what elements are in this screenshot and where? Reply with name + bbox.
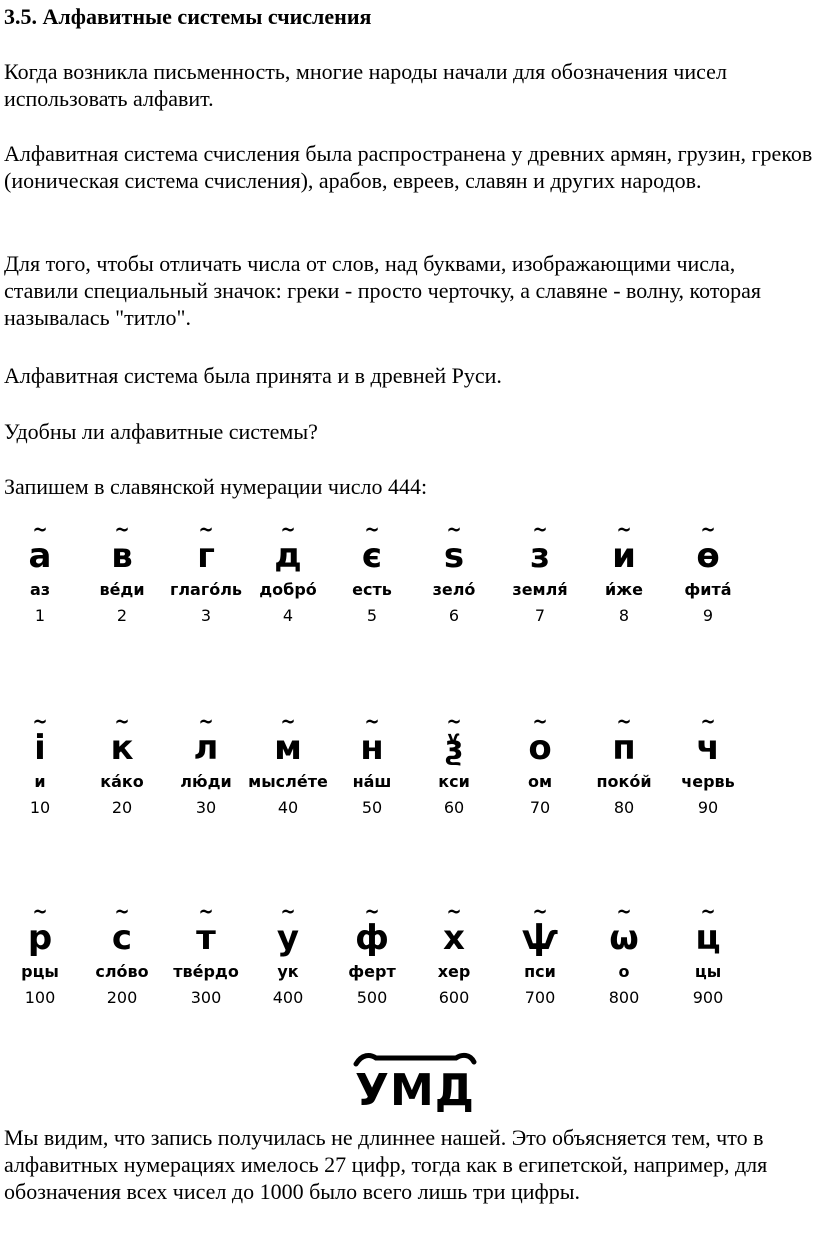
numeral-letter-name: и xyxy=(34,772,46,791)
titlo-mark: ~ xyxy=(280,899,296,923)
numeral-letter-name: зело́ xyxy=(432,580,476,599)
slavic-numerals-table xyxy=(0,517,816,1042)
numeral-letter: х xyxy=(443,918,465,958)
numeral-cell xyxy=(500,517,580,628)
numeral-letter-name: и́же xyxy=(605,580,643,599)
numeral-value: 40 xyxy=(277,798,299,817)
titlo-mark: ~ xyxy=(446,517,462,541)
numeral-letter: ѳ xyxy=(696,536,720,576)
titlo-mark: ~ xyxy=(700,517,716,541)
numeral-cell xyxy=(0,517,80,628)
numeral-cell xyxy=(668,517,748,628)
numeral-value: 10 xyxy=(29,798,51,817)
numeral-letter-name: есть xyxy=(352,580,392,599)
numeral-letter: ф xyxy=(355,918,389,958)
numeral-letter-name: мысле́те xyxy=(248,772,328,791)
numeral-letter-name: тве́рдо xyxy=(173,962,239,981)
numeral-value: 900 xyxy=(692,988,724,1007)
numeral-letter: к xyxy=(110,728,134,768)
numeral-cell xyxy=(414,899,494,1010)
numeral-value: 500 xyxy=(356,988,388,1007)
numeral-cell xyxy=(248,709,328,820)
numeral-letter: у xyxy=(276,918,300,958)
example-number-444 xyxy=(352,1050,478,1120)
numeral-letter-name: аз xyxy=(29,580,51,599)
titlo-mark: ~ xyxy=(364,709,380,733)
numeral-value: 70 xyxy=(529,798,551,817)
numeral-letter-name: лю́ди xyxy=(180,772,232,791)
titlo-mark: ~ xyxy=(700,709,716,733)
numeral-letter: о xyxy=(528,728,552,768)
numeral-value: 3 xyxy=(200,606,212,625)
numeral-letter: ц xyxy=(695,918,721,958)
numeral-cell xyxy=(82,517,162,628)
numeral-value: 1 xyxy=(34,606,46,625)
numeral-letter: м xyxy=(274,728,302,768)
numeral-letter-name: пси xyxy=(524,962,556,981)
titlo-mark: ~ xyxy=(198,899,214,923)
numeral-cell xyxy=(414,709,494,820)
numeral-cell xyxy=(0,899,80,1010)
numeral-value: 800 xyxy=(608,988,640,1007)
numeral-letter-name: рцы xyxy=(21,962,59,981)
numeral-cell xyxy=(248,899,328,1010)
numeral-letter: н xyxy=(360,728,384,768)
numeral-letter: п xyxy=(612,728,636,768)
numeral-value: 8 xyxy=(618,606,630,625)
numeral-value: 20 xyxy=(111,798,133,817)
numeral-letter: ч xyxy=(696,728,720,768)
paragraph-alphabetic-peoples: Алфавитная система счисления была распространена у древних армян, грузин, греков (ионическая система счисления), арабов, евреев, славян и других народов. xyxy=(4,141,813,193)
numeral-letter: и xyxy=(612,536,636,576)
numeral-letter: а xyxy=(28,536,52,576)
numeral-letter-name: червь xyxy=(681,772,735,791)
numeral-value: 4 xyxy=(282,606,294,625)
titlo-mark: ~ xyxy=(532,709,548,733)
numeral-letter: р xyxy=(27,918,53,958)
numeral-value: 50 xyxy=(361,798,383,817)
numeral-cell xyxy=(82,709,162,820)
paragraph-example-intro: Запишем в славянской нумерации число 444: xyxy=(4,474,428,499)
numeral-letter: є xyxy=(361,536,383,576)
numeral-value: 5 xyxy=(366,606,378,625)
numeral-letter: с xyxy=(111,918,133,958)
numeral-cell xyxy=(500,899,580,1010)
titlo-mark: ~ xyxy=(280,517,296,541)
numeral-letter: ѕ xyxy=(443,536,465,576)
paragraph-writing-origin: Когда возникла письменность, многие народы начали для обозначения чисел использовать алфавит. xyxy=(4,59,727,111)
numeral-letter-name: ве́ди xyxy=(99,580,145,599)
numeral-value: 80 xyxy=(613,798,635,817)
numeral-cell xyxy=(414,517,494,628)
numeral-cell xyxy=(584,517,664,628)
titlo-mark: ~ xyxy=(364,899,380,923)
numeral-letter: д xyxy=(274,536,302,576)
titlo-mark: ~ xyxy=(114,517,130,541)
titlo-mark: ~ xyxy=(616,899,632,923)
numeral-letter-name: ом xyxy=(527,772,553,791)
numeral-letter-name: о xyxy=(618,962,630,981)
numeral-letter-name: земля́ xyxy=(512,580,568,599)
numeral-cell xyxy=(166,899,246,1010)
titlo-mark: ~ xyxy=(532,899,548,923)
numeral-letter: і xyxy=(34,728,46,768)
numeral-value: 200 xyxy=(106,988,138,1007)
paragraph-titlo: Для того, чтобы отличать числа от слов, над буквами, изображающими числа, ставили специальный значок: греки - просто черточку, а славяне - волну, которая называлась "титло". xyxy=(4,251,762,330)
numeral-value: 90 xyxy=(697,798,719,817)
numeral-value: 7 xyxy=(534,606,546,625)
numeral-letter-name: ферт xyxy=(348,962,396,981)
numeral-letter-name: на́ш xyxy=(352,772,392,791)
paragraph-ancient-rus: Алфавитная система была принята и в древней Руси. xyxy=(4,363,502,388)
numeral-letter-name: ук xyxy=(277,962,299,981)
numeral-cell xyxy=(332,517,412,628)
numeral-letter-name: цы xyxy=(694,962,722,981)
numeral-letter-name: фита́ xyxy=(684,580,732,599)
example-number-letters: УМД xyxy=(355,1065,475,1116)
numeral-value: 9 xyxy=(702,606,714,625)
numeral-letter: в xyxy=(111,536,133,576)
numeral-cell xyxy=(584,899,664,1010)
numeral-cell xyxy=(82,899,162,1010)
titlo-mark: ~ xyxy=(532,517,548,541)
numeral-cell xyxy=(332,709,412,820)
numeral-cell xyxy=(668,709,748,820)
numeral-letter-name: добро́ xyxy=(259,580,317,599)
numeral-letter: т xyxy=(196,918,216,958)
titlo-mark: ~ xyxy=(198,517,214,541)
numeral-letter-name: сло́во xyxy=(95,962,149,981)
numeral-letter-name: глаго́ль xyxy=(169,580,243,599)
numeral-cell xyxy=(248,517,328,628)
titlo-mark: ~ xyxy=(364,517,380,541)
titlo-mark: ~ xyxy=(114,709,130,733)
numeral-letter-name: поко́й xyxy=(596,772,652,791)
numeral-cell xyxy=(584,709,664,820)
numeral-cell xyxy=(0,709,80,820)
numeral-cell xyxy=(166,709,246,820)
numeral-value: 60 xyxy=(443,798,465,817)
numeral-letter: г xyxy=(197,536,215,576)
numeral-letter: л xyxy=(193,728,219,768)
numeral-letter-name: ка́ко xyxy=(100,772,144,791)
numeral-value: 700 xyxy=(524,988,556,1007)
numeral-value: 300 xyxy=(190,988,222,1007)
titlo-mark: ~ xyxy=(616,517,632,541)
titlo-mark: ~ xyxy=(32,709,48,733)
titlo-mark: ~ xyxy=(446,709,462,733)
section-heading: 3.5. Алфавитные системы счисления xyxy=(4,4,372,29)
numeral-letter: ѡ xyxy=(609,918,639,958)
numeral-value: 600 xyxy=(438,988,470,1007)
numeral-value: 400 xyxy=(272,988,304,1007)
numeral-value: 2 xyxy=(116,606,128,625)
numeral-cell xyxy=(500,709,580,820)
titlo-mark: ~ xyxy=(616,709,632,733)
numeral-value: 100 xyxy=(24,988,56,1007)
numeral-value: 6 xyxy=(448,606,460,625)
numeral-letter-name: кси xyxy=(438,772,470,791)
paragraph-question: Удобны ли алфавитные системы? xyxy=(4,419,318,444)
paragraph-conclusion: Мы видим, что запись получилась не длиннее нашей. Это объясняется тем, что в алфавитных нумерациях имелось 27 цифр, тогда как в египетской, например, для обозначения всех чисел до 1000 было всего лишь три цифры. xyxy=(4,1125,768,1204)
numeral-letter-name: хер xyxy=(437,962,471,981)
titlo-mark: ~ xyxy=(446,899,462,923)
titlo-mark: ~ xyxy=(32,899,48,923)
titlo-mark: ~ xyxy=(198,709,214,733)
numeral-letter: з xyxy=(530,536,550,576)
numeral-cell xyxy=(668,899,748,1010)
numeral-cell xyxy=(332,899,412,1010)
numeral-value: 30 xyxy=(195,798,217,817)
numeral-cell xyxy=(166,517,246,628)
numeral-letter: ѱ xyxy=(521,918,559,958)
numeral-letter: ѯ xyxy=(444,728,464,768)
titlo-mark: ~ xyxy=(114,899,130,923)
titlo-mark: ~ xyxy=(280,709,296,733)
titlo-mark: ~ xyxy=(32,517,48,541)
titlo-mark: ~ xyxy=(700,899,716,923)
